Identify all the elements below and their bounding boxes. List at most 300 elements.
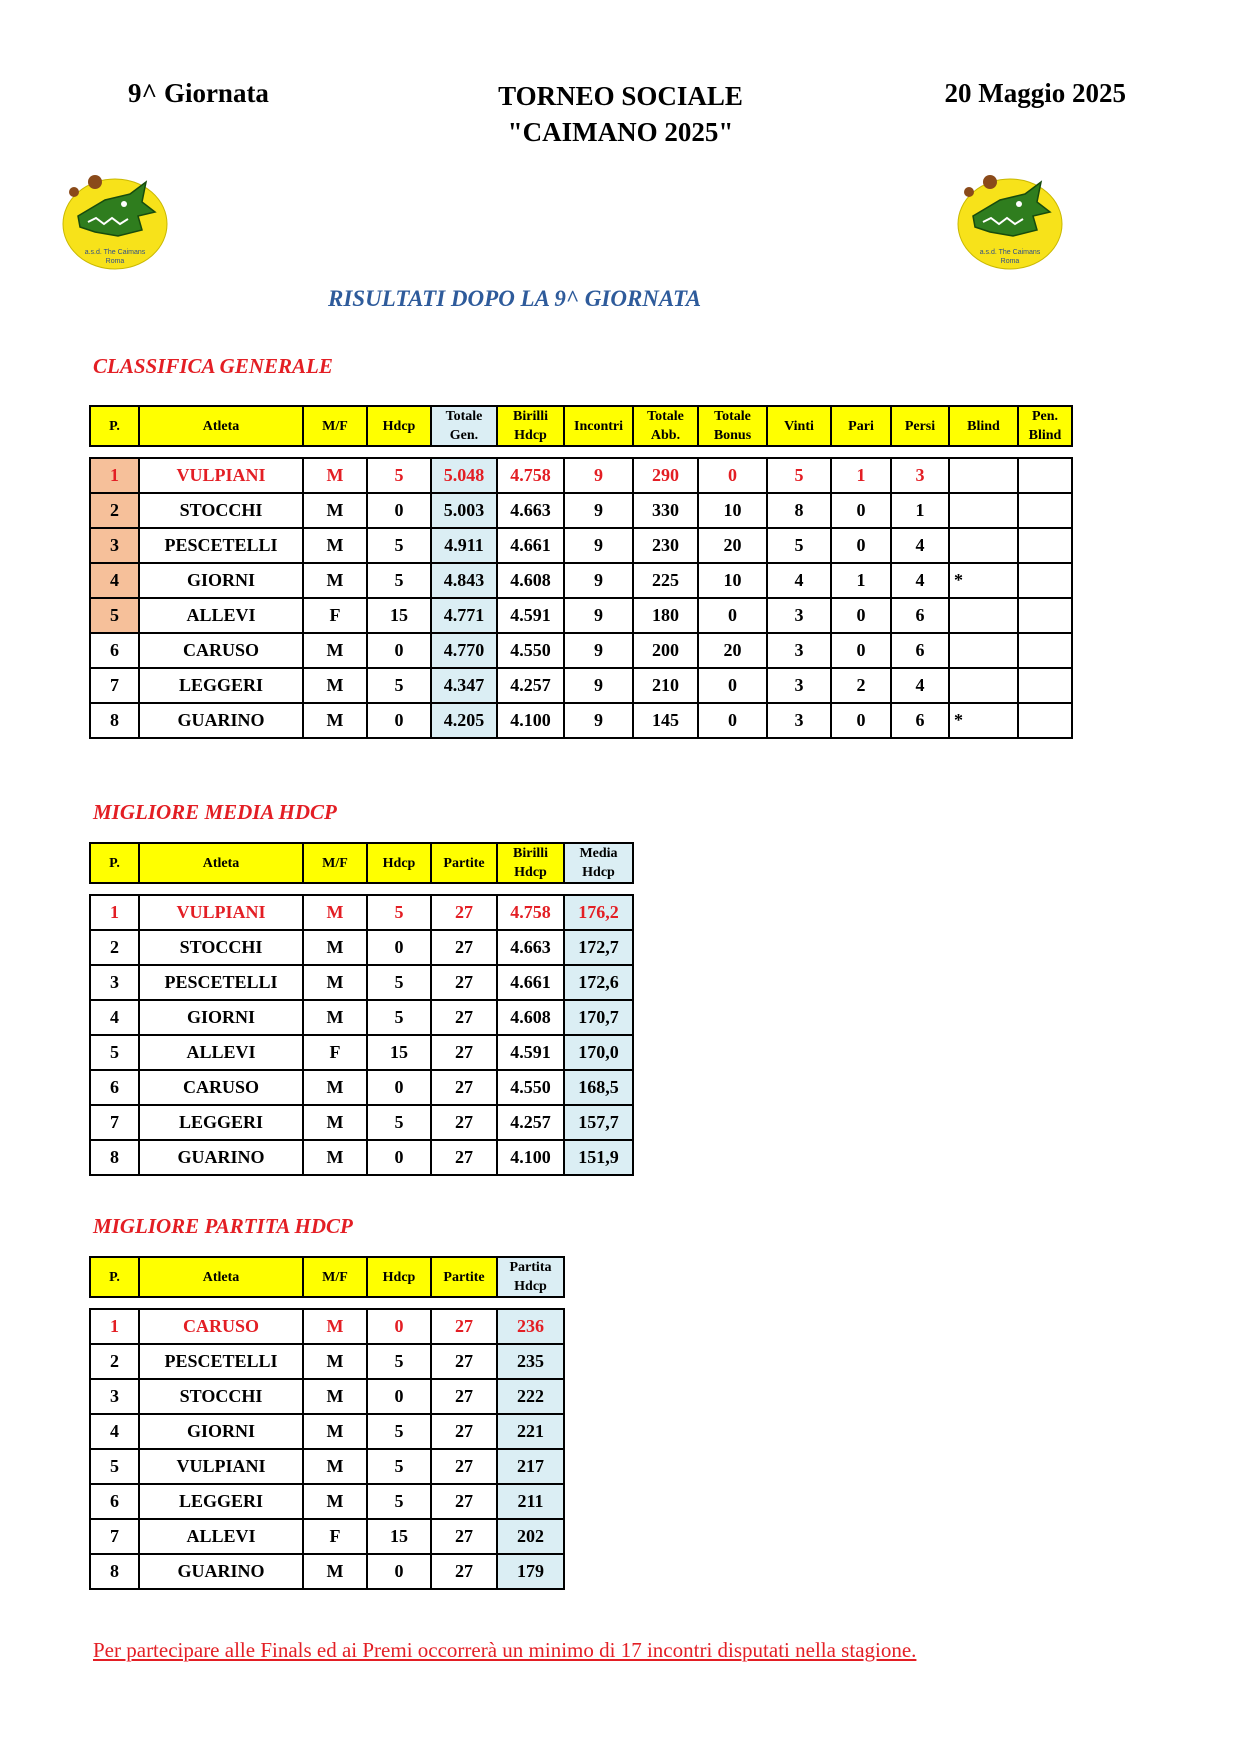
cell-position: 6 bbox=[90, 633, 139, 668]
cell-vinti: 4 bbox=[767, 563, 831, 598]
cell-incontri: 9 bbox=[564, 633, 633, 668]
col-header-blind: Blind bbox=[949, 406, 1018, 446]
cell-position: 2 bbox=[90, 493, 139, 528]
col-header-pen-blind-line2: Blind bbox=[1028, 428, 1062, 443]
cell-gender: M bbox=[303, 895, 367, 930]
cell-athlete: GUARINO bbox=[139, 1554, 303, 1589]
cell-totale-gen: 4.770 bbox=[431, 633, 497, 668]
col-header-birilli-line2: Hdcp bbox=[514, 428, 547, 443]
cell-gender: M bbox=[303, 1105, 367, 1140]
cell-pen-blind bbox=[1018, 563, 1072, 598]
cell-blind: * bbox=[949, 563, 1018, 598]
col-header-totale-gen-line1: Totale bbox=[445, 409, 483, 424]
col-header-birilli-line1: Birilli bbox=[513, 846, 548, 861]
cell-partite: 27 bbox=[431, 1449, 497, 1484]
cell-totale-gen: 4.205 bbox=[431, 703, 497, 738]
cell-incontri: 9 bbox=[564, 528, 633, 563]
table-row bbox=[90, 668, 1072, 703]
cell-position: 5 bbox=[90, 598, 139, 633]
table-row bbox=[90, 1379, 564, 1414]
cell-athlete: VULPIANI bbox=[139, 1449, 303, 1484]
cell-position: 7 bbox=[90, 1105, 139, 1140]
col-header-totale-abb-line2: Abb. bbox=[650, 428, 681, 443]
cell-gender: M bbox=[303, 1140, 367, 1175]
cell-media-hdcp: 170,0 bbox=[564, 1035, 633, 1070]
table-row bbox=[90, 1035, 633, 1070]
cell-hdcp: 5 bbox=[367, 1484, 431, 1519]
cell-hdcp: 5 bbox=[367, 1414, 431, 1449]
cell-blind: * bbox=[949, 703, 1018, 738]
cell-totale-gen: 4.843 bbox=[431, 563, 497, 598]
col-header-mf: M/F bbox=[303, 406, 367, 446]
cell-position: 1 bbox=[90, 458, 139, 493]
cell-birilli-hdcp: 4.663 bbox=[497, 493, 564, 528]
table-row bbox=[90, 1070, 633, 1105]
cell-position: 4 bbox=[90, 1414, 139, 1449]
cell-partita-hdcp: 217 bbox=[497, 1449, 564, 1484]
cell-totale-gen: 5.048 bbox=[431, 458, 497, 493]
cell-hdcp: 5 bbox=[367, 528, 431, 563]
cell-pen-blind bbox=[1018, 703, 1072, 738]
cell-position: 1 bbox=[90, 1309, 139, 1344]
col-header-persi: Persi bbox=[891, 406, 949, 446]
cell-athlete: STOCCHI bbox=[139, 493, 303, 528]
section-title-classifica: CLASSIFICA GENERALE bbox=[93, 354, 333, 378]
cell-persi: 4 bbox=[891, 528, 949, 563]
cell-gender: M bbox=[303, 1449, 367, 1484]
cell-hdcp: 0 bbox=[367, 1140, 431, 1175]
col-header-p: P. bbox=[90, 406, 139, 446]
cell-athlete: CARUSO bbox=[139, 1070, 303, 1105]
cell-vinti: 3 bbox=[767, 598, 831, 633]
cell-birilli-hdcp: 4.591 bbox=[497, 1035, 564, 1070]
cell-hdcp: 5 bbox=[367, 458, 431, 493]
cell-athlete: STOCCHI bbox=[139, 1379, 303, 1414]
cell-blind bbox=[949, 493, 1018, 528]
col-header-hdcp: Hdcp bbox=[367, 1257, 431, 1297]
cell-birilli-hdcp: 4.591 bbox=[497, 598, 564, 633]
table-row bbox=[90, 493, 1072, 528]
col-header-atleta: Atleta bbox=[139, 843, 303, 883]
cell-hdcp: 0 bbox=[367, 1070, 431, 1105]
col-header-totale-gen-line2: Gen. bbox=[449, 428, 479, 443]
media-table bbox=[89, 842, 634, 1176]
cell-athlete: CARUSO bbox=[139, 1309, 303, 1344]
cell-gender: M bbox=[303, 1309, 367, 1344]
cell-pen-blind bbox=[1018, 493, 1072, 528]
cell-totale-gen: 5.003 bbox=[431, 493, 497, 528]
cell-blind bbox=[949, 458, 1018, 493]
cell-media-hdcp: 176,2 bbox=[564, 895, 633, 930]
cell-pari: 1 bbox=[831, 563, 891, 598]
cell-position: 4 bbox=[90, 563, 139, 598]
col-header-birilli bbox=[497, 406, 564, 446]
cell-pen-blind bbox=[1018, 598, 1072, 633]
cell-partite: 27 bbox=[431, 1414, 497, 1449]
cell-gender: M bbox=[303, 930, 367, 965]
cell-totale-abb: 180 bbox=[633, 598, 698, 633]
col-header-atleta: Atleta bbox=[139, 1257, 303, 1297]
table-row bbox=[90, 563, 1072, 598]
cell-athlete: GIORNI bbox=[139, 1000, 303, 1035]
cell-partita-hdcp: 202 bbox=[497, 1519, 564, 1554]
cell-position: 4 bbox=[90, 1000, 139, 1035]
cell-partite: 27 bbox=[431, 930, 497, 965]
cell-gender: F bbox=[303, 598, 367, 633]
table-row bbox=[90, 1484, 564, 1519]
cell-athlete: PESCETELLI bbox=[139, 1344, 303, 1379]
table-row bbox=[90, 598, 1072, 633]
cell-gender: F bbox=[303, 1519, 367, 1554]
cell-partite: 27 bbox=[431, 895, 497, 930]
col-header-vinti: Vinti bbox=[767, 406, 831, 446]
col-header-totale-abb-line1: Totale bbox=[647, 409, 684, 424]
cell-athlete: PESCETELLI bbox=[139, 528, 303, 563]
cell-hdcp: 0 bbox=[367, 930, 431, 965]
cell-totale-abb: 225 bbox=[633, 563, 698, 598]
spacer-cell bbox=[90, 446, 1072, 458]
cell-persi: 4 bbox=[891, 563, 949, 598]
cell-gender: M bbox=[303, 1379, 367, 1414]
cell-partita-hdcp: 211 bbox=[497, 1484, 564, 1519]
cell-birilli-hdcp: 4.608 bbox=[497, 1000, 564, 1035]
table-row bbox=[90, 633, 1072, 668]
cell-athlete: LEGGERI bbox=[139, 1484, 303, 1519]
cell-position: 6 bbox=[90, 1484, 139, 1519]
table-row bbox=[90, 895, 633, 930]
cell-birilli-hdcp: 4.661 bbox=[497, 528, 564, 563]
col-header-hdcp: Hdcp bbox=[367, 406, 431, 446]
cell-totale-bonus: 10 bbox=[698, 493, 767, 528]
cell-media-hdcp: 157,7 bbox=[564, 1105, 633, 1140]
date-label: 20 Maggio 2025 bbox=[944, 78, 1126, 108]
cell-totale-gen: 4.911 bbox=[431, 528, 497, 563]
cell-partite: 27 bbox=[431, 1035, 497, 1070]
cell-partite: 27 bbox=[431, 1309, 497, 1344]
cell-partita-hdcp: 179 bbox=[497, 1554, 564, 1589]
spacer-row bbox=[90, 1297, 564, 1309]
cell-athlete: GUARINO bbox=[139, 1140, 303, 1175]
cell-incontri: 9 bbox=[564, 703, 633, 738]
cell-incontri: 9 bbox=[564, 563, 633, 598]
cell-position: 7 bbox=[90, 1519, 139, 1554]
cell-hdcp: 0 bbox=[367, 493, 431, 528]
cell-athlete: CARUSO bbox=[139, 633, 303, 668]
cell-vinti: 3 bbox=[767, 703, 831, 738]
cell-pen-blind bbox=[1018, 528, 1072, 563]
col-header-totale-abb bbox=[633, 406, 698, 446]
cell-hdcp: 0 bbox=[367, 1379, 431, 1414]
cell-hdcp: 5 bbox=[367, 668, 431, 703]
cell-athlete: GUARINO bbox=[139, 703, 303, 738]
col-header-totale-bonus bbox=[698, 406, 767, 446]
cell-birilli-hdcp: 4.661 bbox=[497, 965, 564, 1000]
cell-gender: M bbox=[303, 1000, 367, 1035]
cell-blind bbox=[949, 668, 1018, 703]
cell-incontri: 9 bbox=[564, 598, 633, 633]
cell-hdcp: 5 bbox=[367, 563, 431, 598]
cell-hdcp: 15 bbox=[367, 598, 431, 633]
cell-birilli-hdcp: 4.758 bbox=[497, 458, 564, 493]
cell-totale-gen: 4.347 bbox=[431, 668, 497, 703]
cell-athlete: LEGGERI bbox=[139, 1105, 303, 1140]
col-header-partite: Partite bbox=[431, 843, 497, 883]
cell-gender: F bbox=[303, 1035, 367, 1070]
col-header-p: P. bbox=[90, 843, 139, 883]
cell-totale-bonus: 0 bbox=[698, 598, 767, 633]
cell-athlete: GIORNI bbox=[139, 563, 303, 598]
cell-totale-abb: 145 bbox=[633, 703, 698, 738]
cell-incontri: 9 bbox=[564, 493, 633, 528]
col-header-media bbox=[564, 843, 633, 883]
cell-pari: 2 bbox=[831, 668, 891, 703]
cell-position: 5 bbox=[90, 1449, 139, 1484]
cell-totale-abb: 290 bbox=[633, 458, 698, 493]
col-header-totale-gen bbox=[431, 406, 497, 446]
col-header-partita-line2: Hdcp bbox=[514, 1279, 547, 1294]
cell-partita-hdcp: 222 bbox=[497, 1379, 564, 1414]
cell-pen-blind bbox=[1018, 633, 1072, 668]
cell-position: 5 bbox=[90, 1035, 139, 1070]
cell-hdcp: 5 bbox=[367, 895, 431, 930]
col-header-p: P. bbox=[90, 1257, 139, 1297]
cell-persi: 6 bbox=[891, 633, 949, 668]
partita-table bbox=[89, 1256, 565, 1590]
spacer-row bbox=[90, 446, 1072, 458]
cell-gender: M bbox=[303, 458, 367, 493]
cell-totale-abb: 230 bbox=[633, 528, 698, 563]
cell-partite: 27 bbox=[431, 1105, 497, 1140]
cell-totale-bonus: 0 bbox=[698, 458, 767, 493]
cell-totale-abb: 210 bbox=[633, 668, 698, 703]
cell-persi: 6 bbox=[891, 598, 949, 633]
cell-partite: 27 bbox=[431, 1379, 497, 1414]
col-header-birilli-line1: Birilli bbox=[513, 409, 548, 424]
cell-incontri: 9 bbox=[564, 668, 633, 703]
cell-totale-abb: 330 bbox=[633, 493, 698, 528]
cell-hdcp: 0 bbox=[367, 1309, 431, 1344]
cell-athlete: ALLEVI bbox=[139, 1035, 303, 1070]
logo-right-text-line1: a.s.d. The Caimans bbox=[979, 249, 1041, 256]
cell-hdcp: 5 bbox=[367, 1449, 431, 1484]
cell-position: 8 bbox=[90, 703, 139, 738]
cell-partite: 27 bbox=[431, 1344, 497, 1379]
cell-pari: 0 bbox=[831, 493, 891, 528]
col-header-pari: Pari bbox=[831, 406, 891, 446]
table-row bbox=[90, 1000, 633, 1035]
cell-hdcp: 0 bbox=[367, 1554, 431, 1589]
cell-blind bbox=[949, 633, 1018, 668]
cell-birilli-hdcp: 4.550 bbox=[497, 1070, 564, 1105]
cell-media-hdcp: 172,7 bbox=[564, 930, 633, 965]
table-row bbox=[90, 1449, 564, 1484]
cell-pari: 0 bbox=[831, 598, 891, 633]
cell-pari: 0 bbox=[831, 528, 891, 563]
cell-gender: M bbox=[303, 1554, 367, 1589]
cell-gender: M bbox=[303, 1070, 367, 1105]
cell-partite: 27 bbox=[431, 965, 497, 1000]
cell-position: 8 bbox=[90, 1140, 139, 1175]
cell-position: 6 bbox=[90, 1070, 139, 1105]
cell-totale-gen: 4.771 bbox=[431, 598, 497, 633]
cell-position: 3 bbox=[90, 528, 139, 563]
cell-vinti: 8 bbox=[767, 493, 831, 528]
spacer-cell bbox=[90, 1297, 564, 1309]
col-header-pen-blind bbox=[1018, 406, 1072, 446]
cell-position: 8 bbox=[90, 1554, 139, 1589]
cell-vinti: 5 bbox=[767, 458, 831, 493]
table-row bbox=[90, 1414, 564, 1449]
cell-pen-blind bbox=[1018, 668, 1072, 703]
cell-athlete: VULPIANI bbox=[139, 895, 303, 930]
cell-media-hdcp: 172,6 bbox=[564, 965, 633, 1000]
table-row bbox=[90, 528, 1072, 563]
table-row bbox=[90, 965, 633, 1000]
cell-pen-blind bbox=[1018, 458, 1072, 493]
results-subtitle: RISULTATI DOPO LA 9^ GIORNATA bbox=[328, 286, 702, 311]
cell-athlete: GIORNI bbox=[139, 1414, 303, 1449]
cell-hdcp: 15 bbox=[367, 1519, 431, 1554]
cell-position: 2 bbox=[90, 930, 139, 965]
cell-partite: 27 bbox=[431, 1070, 497, 1105]
cell-persi: 4 bbox=[891, 668, 949, 703]
cell-gender: M bbox=[303, 965, 367, 1000]
cell-athlete: LEGGERI bbox=[139, 668, 303, 703]
cell-position: 3 bbox=[90, 1379, 139, 1414]
cell-totale-bonus: 0 bbox=[698, 703, 767, 738]
cell-blind bbox=[949, 598, 1018, 633]
cell-blind bbox=[949, 528, 1018, 563]
cell-totale-bonus: 20 bbox=[698, 528, 767, 563]
cell-birilli-hdcp: 4.608 bbox=[497, 563, 564, 598]
cell-totale-bonus: 20 bbox=[698, 633, 767, 668]
col-header-mf: M/F bbox=[303, 1257, 367, 1297]
cell-athlete: ALLEVI bbox=[139, 1519, 303, 1554]
club-logo-left bbox=[60, 172, 170, 272]
cell-hdcp: 5 bbox=[367, 1000, 431, 1035]
table-row bbox=[90, 1140, 633, 1175]
cell-vinti: 5 bbox=[767, 528, 831, 563]
cell-vinti: 3 bbox=[767, 668, 831, 703]
cell-hdcp: 0 bbox=[367, 703, 431, 738]
cell-birilli-hdcp: 4.550 bbox=[497, 633, 564, 668]
round-label: 9^ Giornata bbox=[128, 78, 269, 108]
col-header-birilli bbox=[497, 843, 564, 883]
cell-totale-bonus: 10 bbox=[698, 563, 767, 598]
cell-persi: 6 bbox=[891, 703, 949, 738]
col-header-incontri: Incontri bbox=[564, 406, 633, 446]
cell-partita-hdcp: 235 bbox=[497, 1344, 564, 1379]
col-header-partita-line1: Partita bbox=[509, 1260, 552, 1275]
table-row bbox=[90, 1519, 564, 1554]
col-header-birilli-line2: Hdcp bbox=[514, 865, 547, 880]
cell-partite: 27 bbox=[431, 1140, 497, 1175]
logo-left-text-line2: Roma bbox=[105, 258, 125, 265]
cell-partita-hdcp: 236 bbox=[497, 1309, 564, 1344]
table-row bbox=[90, 1554, 564, 1589]
cell-athlete: PESCETELLI bbox=[139, 965, 303, 1000]
tournament-title-line1: TORNEO SOCIALE bbox=[498, 81, 743, 111]
cell-pari: 0 bbox=[831, 633, 891, 668]
cell-hdcp: 5 bbox=[367, 965, 431, 1000]
col-header-hdcp: Hdcp bbox=[367, 843, 431, 883]
cell-position: 2 bbox=[90, 1344, 139, 1379]
cell-gender: M bbox=[303, 528, 367, 563]
cell-hdcp: 5 bbox=[367, 1105, 431, 1140]
col-header-media-line1: Media bbox=[579, 846, 618, 861]
cell-gender: M bbox=[303, 1344, 367, 1379]
logo-right-text-line2: Roma bbox=[1000, 258, 1020, 265]
club-logo-right bbox=[955, 172, 1065, 272]
table-row bbox=[90, 1344, 564, 1379]
cell-incontri: 9 bbox=[564, 458, 633, 493]
col-header-media-line2: Hdcp bbox=[582, 865, 615, 880]
tournament-title-line2: "CAIMANO 2025" bbox=[507, 117, 734, 147]
cell-hdcp: 5 bbox=[367, 1344, 431, 1379]
cell-birilli-hdcp: 4.758 bbox=[497, 895, 564, 930]
cell-birilli-hdcp: 4.257 bbox=[497, 668, 564, 703]
footer-note: Per partecipare alle Finals ed ai Premi occorrerà un minimo di 17 incontri disputati nella stagione. bbox=[93, 1638, 917, 1662]
cell-athlete: VULPIANI bbox=[139, 458, 303, 493]
cell-birilli-hdcp: 4.100 bbox=[497, 703, 564, 738]
table-row bbox=[90, 1105, 633, 1140]
cell-gender: M bbox=[303, 1484, 367, 1519]
cell-birilli-hdcp: 4.257 bbox=[497, 1105, 564, 1140]
cell-gender: M bbox=[303, 633, 367, 668]
cell-media-hdcp: 170,7 bbox=[564, 1000, 633, 1035]
col-header-partite: Partite bbox=[431, 1257, 497, 1297]
table-row bbox=[90, 703, 1072, 738]
cell-persi: 3 bbox=[891, 458, 949, 493]
section-title-media: MIGLIORE MEDIA HDCP bbox=[93, 800, 337, 824]
cell-media-hdcp: 151,9 bbox=[564, 1140, 633, 1175]
cell-gender: M bbox=[303, 703, 367, 738]
cell-partita-hdcp: 221 bbox=[497, 1414, 564, 1449]
cell-partite: 27 bbox=[431, 1554, 497, 1589]
classifica-table bbox=[89, 405, 1073, 739]
cell-totale-bonus: 0 bbox=[698, 668, 767, 703]
spacer-cell bbox=[90, 883, 633, 895]
col-header-totale-bonus-line1: Totale bbox=[714, 409, 751, 424]
cell-hdcp: 15 bbox=[367, 1035, 431, 1070]
cell-gender: M bbox=[303, 493, 367, 528]
cell-partite: 27 bbox=[431, 1519, 497, 1554]
cell-pari: 0 bbox=[831, 703, 891, 738]
cell-position: 7 bbox=[90, 668, 139, 703]
table-row bbox=[90, 458, 1072, 493]
col-header-partita bbox=[497, 1257, 564, 1297]
cell-partite: 27 bbox=[431, 1484, 497, 1519]
cell-position: 1 bbox=[90, 895, 139, 930]
cell-vinti: 3 bbox=[767, 633, 831, 668]
col-header-mf: M/F bbox=[303, 843, 367, 883]
cell-birilli-hdcp: 4.100 bbox=[497, 1140, 564, 1175]
cell-birilli-hdcp: 4.663 bbox=[497, 930, 564, 965]
cell-athlete: STOCCHI bbox=[139, 930, 303, 965]
col-header-atleta: Atleta bbox=[139, 406, 303, 446]
cell-media-hdcp: 168,5 bbox=[564, 1070, 633, 1105]
section-title-partita: MIGLIORE PARTITA HDCP bbox=[93, 1214, 353, 1238]
cell-position: 3 bbox=[90, 965, 139, 1000]
logo-left-text-line1: a.s.d. The Caimans bbox=[84, 249, 146, 256]
col-header-totale-bonus-line2: Bonus bbox=[713, 428, 752, 443]
table-row bbox=[90, 930, 633, 965]
cell-gender: M bbox=[303, 1414, 367, 1449]
cell-hdcp: 0 bbox=[367, 633, 431, 668]
table-row bbox=[90, 1309, 564, 1344]
spacer-row bbox=[90, 883, 633, 895]
cell-pari: 1 bbox=[831, 458, 891, 493]
